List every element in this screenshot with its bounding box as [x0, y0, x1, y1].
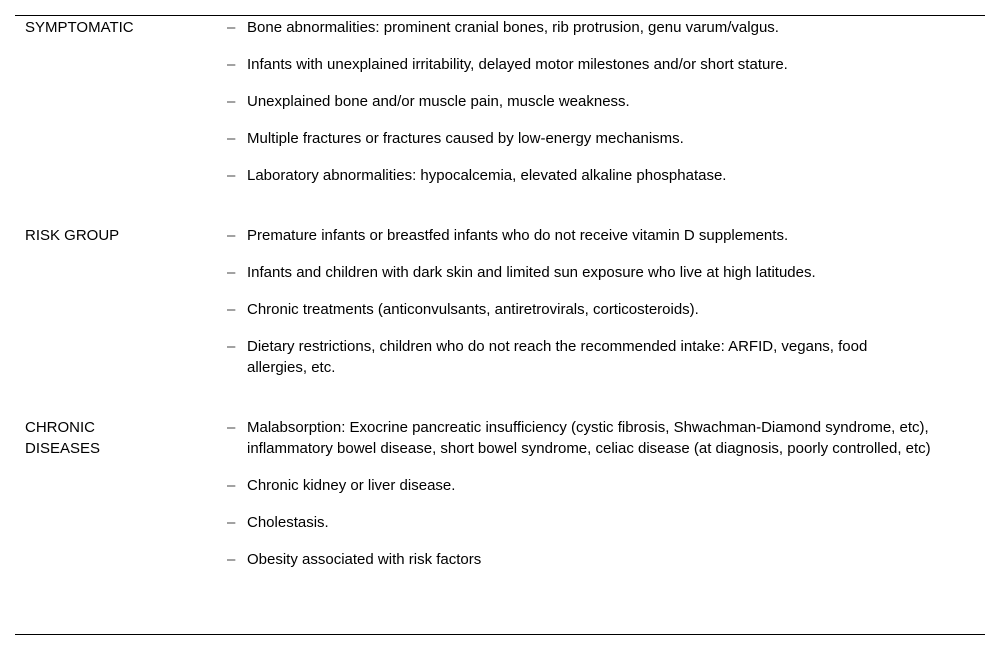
dash-bullet: – — [227, 551, 236, 568]
dash-bullet: – — [227, 514, 236, 531]
list-item: – Obesity associated with risk factors — [227, 551, 482, 568]
chronic-diseases-list — [227, 417, 947, 586]
table-bottom-rule — [15, 634, 985, 635]
dash-bullet: – — [227, 419, 236, 436]
risk-group-list — [227, 225, 917, 394]
dash-bullet: – — [227, 338, 236, 355]
category-symptomatic: SYMPTOMATIC — [25, 19, 134, 36]
list-item: – Malabsorption: Exocrine pancreatic insufficiency (cystic fibrosis, Shwachman-Diamond syndrome, etc), inflammatory bowel disease, short bowel syndrome, celiac disease (at diagnosis, poorly controlled, etc) — [227, 419, 931, 457]
dash-bullet: – — [227, 93, 236, 110]
dash-bullet: – — [227, 301, 236, 318]
list-item: – Chronic kidney or liver disease. — [227, 477, 456, 494]
dash-bullet: – — [227, 19, 236, 36]
dash-bullet: – — [227, 264, 236, 281]
category-chronic-diseases: CHRONIC DISEASES — [25, 419, 101, 457]
table-top-rule — [15, 15, 985, 16]
list-item: – Multiple fractures or fractures caused by low-energy mechanisms. — [227, 130, 684, 147]
list-item: – Cholestasis. — [227, 514, 329, 531]
list-item: – Bone abnormalities: prominent cranial bones, rib protrusion, genu varum/valgus. — [227, 19, 779, 36]
dash-bullet: – — [227, 227, 236, 244]
symptomatic-list — [227, 17, 957, 202]
list-item: – Unexplained bone and/or muscle pain, muscle weakness. — [227, 93, 630, 110]
list-item: – Dietary restrictions, children who do not reach the recommended intake: ARFID, vegans, food allergies, etc. — [227, 338, 868, 376]
dash-bullet: – — [227, 56, 236, 73]
list-item: – Laboratory abnormalities: hypocalcemia, elevated alkaline phosphatase. — [227, 167, 727, 184]
list-item: – Infants and children with dark skin and limited sun exposure who live at high latitudes. — [227, 264, 816, 281]
list-item: – Chronic treatments (anticonvulsants, antiretrovirals, corticosteroids). — [227, 301, 699, 318]
dash-bullet: – — [227, 167, 236, 184]
list-item: – Infants with unexplained irritability, delayed motor milestones and/or short stature. — [227, 56, 788, 73]
list-item: – Premature infants or breastfed infants who do not receive vitamin D supplements. — [227, 227, 789, 244]
category-risk-group: RISK GROUP — [25, 227, 120, 244]
dash-bullet: – — [227, 477, 236, 494]
dash-bullet: – — [227, 130, 236, 147]
